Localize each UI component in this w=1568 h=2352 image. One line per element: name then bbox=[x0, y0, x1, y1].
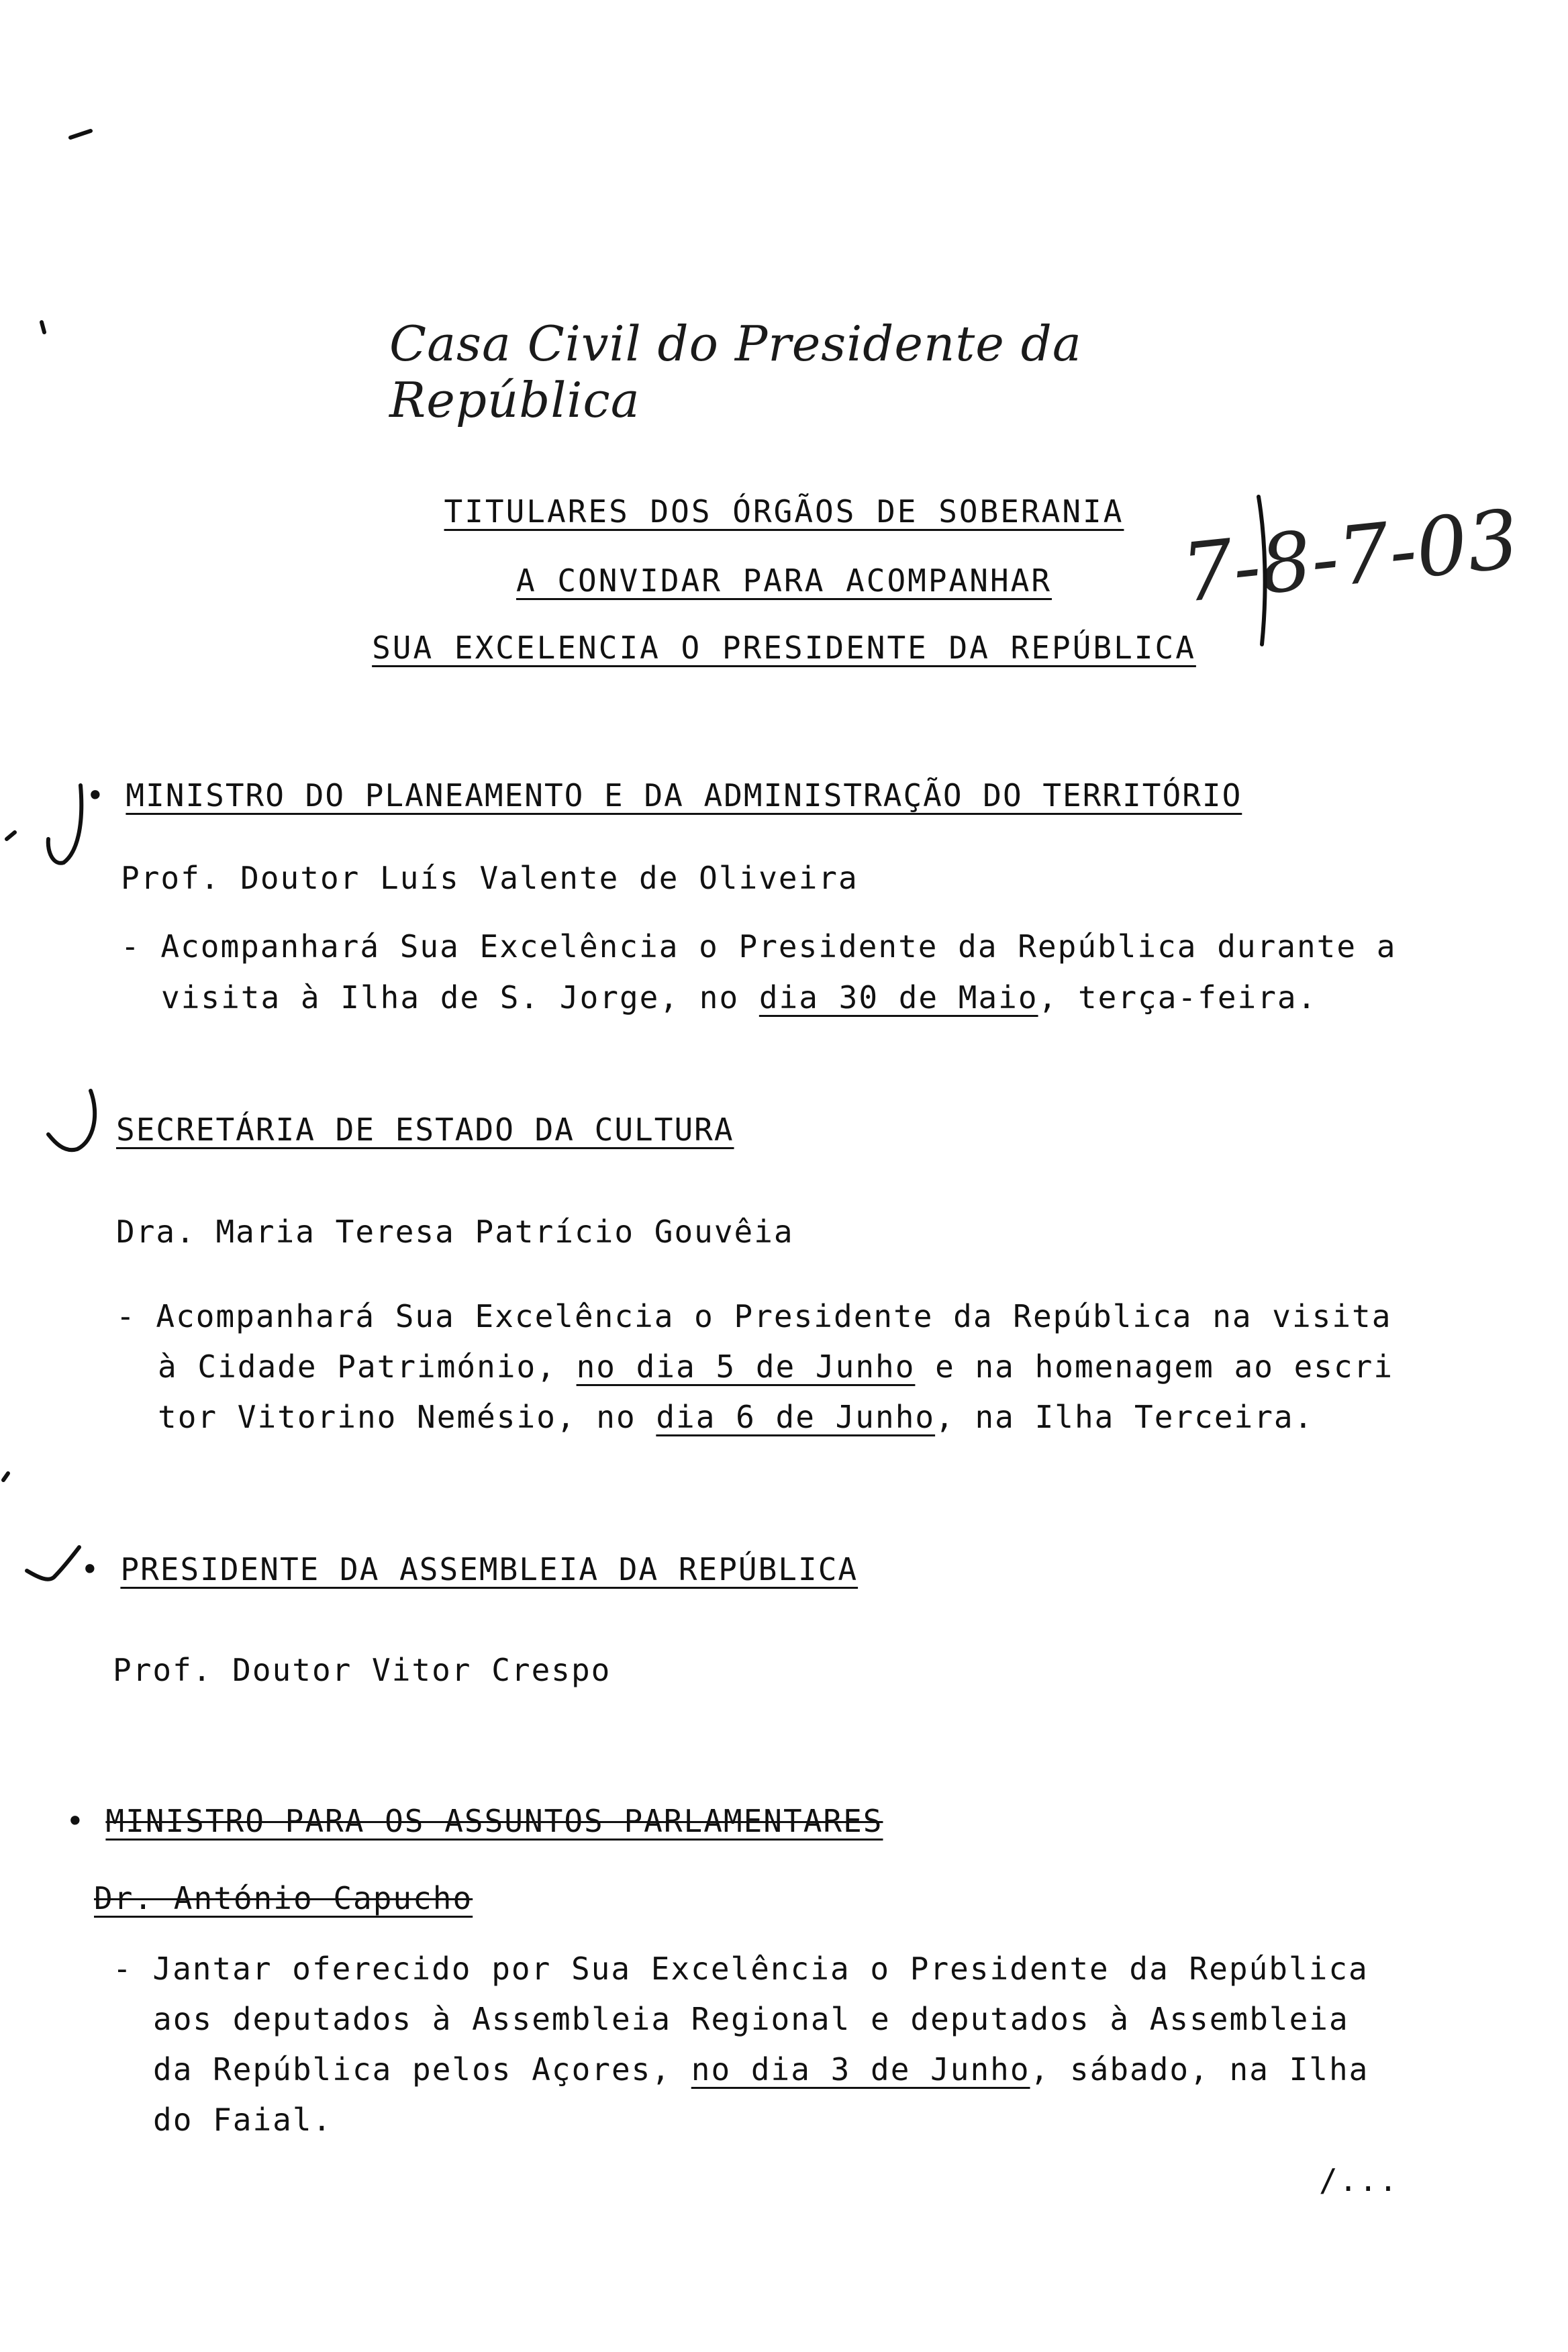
section-4-detail-line-2: aos deputados à Assembleia Regional e deputados à Assembleia bbox=[153, 2001, 1349, 2037]
section-4-heading: • MINISTRO PARA OS ASSUNTOS PARLAMENTARES bbox=[66, 1803, 883, 1839]
bracket-right bbox=[1259, 497, 1265, 644]
check-mark-3 bbox=[27, 1547, 79, 1579]
section-4-detail-line-1: - Jantar oferecido por Sua Excelência o Presidente da República bbox=[113, 1951, 1369, 1987]
check-mark-1 bbox=[48, 785, 82, 863]
section-1-detail-line-1: - Acompanhará Sua Excelência o Presidente da República durante a bbox=[121, 928, 1397, 965]
section-3-name: Prof. Doutor Vitor Crespo bbox=[113, 1652, 611, 1688]
continuation-mark: /... bbox=[1319, 2162, 1399, 2198]
tick-1 bbox=[7, 832, 15, 839]
section-2-detail-line-3: tor Vitorino Nemésio, no dia 6 de Junho, na Ilha Terceira. bbox=[158, 1399, 1314, 1435]
section-2-detail-line-1: - Acompanhará Sua Excelência o Presidente da República na visita bbox=[116, 1298, 1392, 1334]
section-4-name: Dr. António Capucho bbox=[94, 1880, 473, 1916]
stroke-top-left bbox=[70, 131, 91, 138]
section-2-detail-line-2: à Cidade Património, no dia 5 de Junho e na homenagem ao escri bbox=[158, 1349, 1394, 1385]
title-line-2: A CONVIDAR PARA ACOMPANHAR bbox=[516, 562, 1052, 599]
section-2-heading: SECRETÁRIA DE ESTADO DA CULTURA bbox=[116, 1112, 734, 1148]
stroke-left bbox=[42, 322, 44, 332]
section-1-detail-line-2: visita à Ilha de S. Jorge, no dia 30 de Maio, terça-feira. bbox=[161, 979, 1318, 1016]
title-line-1: TITULARES DOS ÓRGÃOS DE SOBERANIA bbox=[444, 493, 1124, 530]
letterhead: Casa Civil do Presidente da República bbox=[389, 315, 1082, 428]
section-1-heading: • MINISTRO DO PLANEAMENTO E DA ADMINISTRAÇÃO DO TERRITÓRIO bbox=[86, 777, 1242, 814]
tick-2 bbox=[3, 1473, 8, 1480]
check-mark-2 bbox=[48, 1091, 95, 1150]
section-4-detail-line-3: da República pelos Açores, no dia 3 de Junho, sábado, na Ilha bbox=[153, 2051, 1369, 2088]
handwritten-annotation: 7-8-7-03 bbox=[1177, 493, 1524, 621]
section-2-name: Dra. Maria Teresa Patrício Gouvêia bbox=[116, 1214, 794, 1250]
section-1-name: Prof. Doutor Luís Valente de Oliveira bbox=[121, 860, 859, 896]
section-4-detail-line-4: do Faial. bbox=[153, 2102, 333, 2138]
title-line-3: SUA EXCELENCIA O PRESIDENTE DA REPÚBLICA bbox=[372, 630, 1196, 666]
section-3-heading: • PRESIDENTE DA ASSEMBLEIA DA REPÚBLICA bbox=[81, 1551, 859, 1587]
